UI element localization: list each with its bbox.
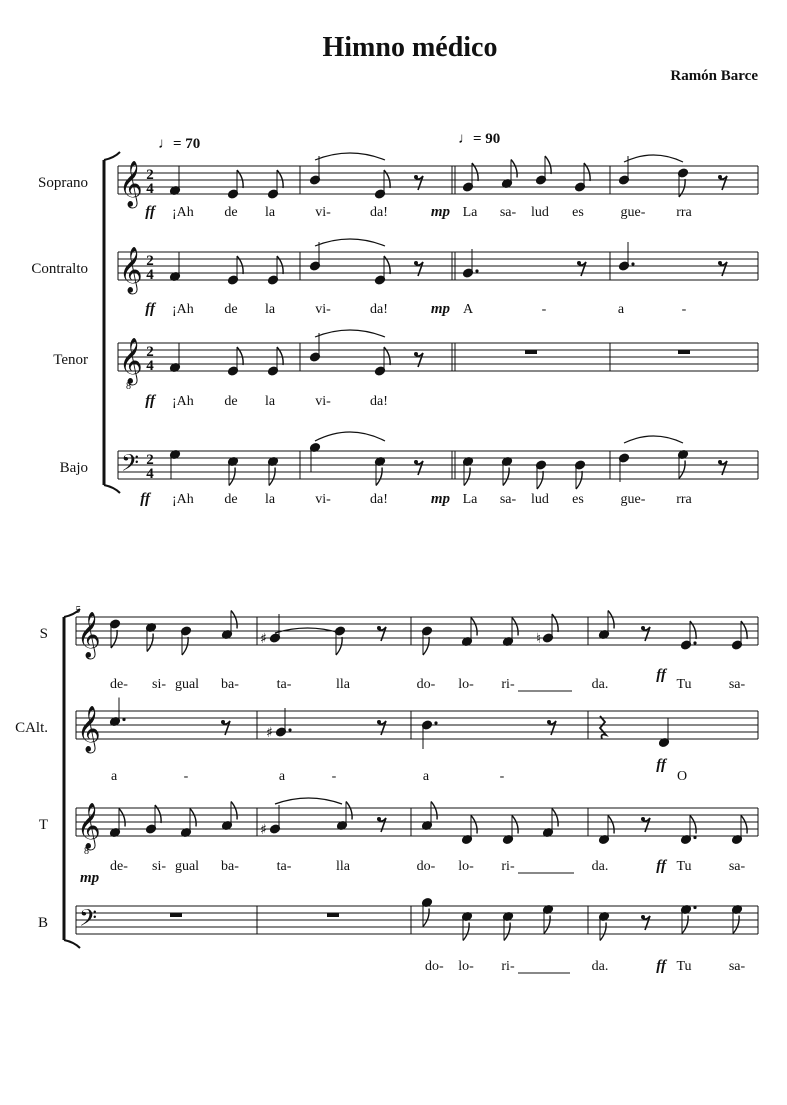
- part-name: Soprano: [38, 175, 88, 191]
- measure-number: 5: [75, 604, 81, 616]
- note: [731, 904, 742, 933]
- lyric-syllable: de-: [110, 677, 128, 692]
- lyric-syllable: lo-: [458, 677, 474, 692]
- lyric-syllable: do-: [425, 959, 444, 974]
- note: [145, 805, 161, 834]
- slur: [315, 432, 385, 441]
- eighth-rest-icon: [414, 175, 418, 179]
- note: [421, 897, 432, 926]
- note: [334, 626, 345, 655]
- lyric-syllable: si-: [152, 677, 166, 692]
- sharp-icon: ♯: [260, 631, 267, 647]
- staff-lines: [76, 617, 758, 645]
- augmentation-dot: [434, 721, 437, 724]
- lyric-syllable: sa-: [728, 677, 746, 692]
- note: [180, 809, 196, 838]
- lyric-syllable: si-: [152, 859, 166, 874]
- lyric-syllable: da.: [591, 959, 609, 974]
- note: [169, 167, 180, 196]
- flag: [504, 923, 510, 941]
- lyric-syllable: la: [264, 205, 276, 220]
- note: [598, 816, 614, 845]
- flag: [544, 916, 550, 934]
- flag: [119, 809, 125, 827]
- note: [227, 256, 243, 285]
- treble-clef-icon: 𝄞: [77, 803, 101, 849]
- eighth-rest-icon: [377, 817, 381, 821]
- lyric-syllable: do-: [416, 859, 436, 874]
- lyric-syllable: Tu: [676, 677, 692, 692]
- flag: [537, 471, 543, 489]
- eighth-rest-icon: [641, 626, 645, 630]
- note: [680, 904, 696, 933]
- lyric-syllable: lo-: [458, 859, 474, 874]
- flag: [512, 816, 518, 834]
- note: [598, 611, 614, 640]
- flag: [600, 923, 606, 941]
- sharp-icon: ♯: [260, 822, 267, 838]
- lyric-syllable: lla: [336, 677, 350, 692]
- lyric-syllable: lla: [336, 859, 350, 874]
- note: [267, 456, 278, 485]
- lyric-syllable: la: [264, 394, 276, 409]
- note: [680, 816, 696, 845]
- lyric-syllable: -: [183, 769, 189, 784]
- lyric-syllable: sa-: [499, 492, 517, 507]
- lyric-syllable: sa-: [728, 959, 746, 974]
- lyric-syllable: es: [572, 205, 584, 220]
- lyric-syllable: ¡Ah: [172, 394, 194, 409]
- part-name: Bajo: [59, 460, 88, 476]
- lyric-syllable: La: [462, 205, 478, 220]
- flag: [512, 618, 518, 636]
- note: [680, 621, 696, 650]
- lyric-syllable: rra: [676, 205, 692, 220]
- time-signature-bottom: 4: [146, 358, 154, 374]
- slur: [315, 153, 385, 160]
- note: [267, 170, 283, 199]
- tempo-mark: ♩= 70: [158, 136, 201, 152]
- part-name: CAlt.: [15, 720, 48, 736]
- lyric-syllable: de-: [110, 859, 128, 874]
- lyric-syllable: gual: [174, 677, 200, 692]
- flag: [682, 916, 688, 934]
- lyric-syllable: lud: [531, 492, 549, 507]
- dynamic-marking: mp: [430, 301, 450, 317]
- slur: [624, 155, 683, 162]
- lyric-syllable: O: [676, 769, 688, 784]
- eighth-rest-icon: [377, 626, 381, 630]
- flag: [336, 637, 342, 655]
- lyric-syllable: ri-: [501, 859, 515, 874]
- measure-rest-icon: [678, 350, 690, 354]
- lyric-syllable: A: [462, 302, 474, 317]
- lyric-syllable: ¡Ah: [172, 492, 194, 507]
- dynamic-marking: mp: [430, 204, 450, 220]
- sharp-icon: ♯: [266, 725, 273, 741]
- staff-lines: [118, 451, 758, 479]
- music-notation: [15, 131, 758, 974]
- flag: [608, 611, 614, 629]
- flag: [741, 816, 747, 834]
- flag: [190, 809, 196, 827]
- lyric-syllable: vi-: [315, 302, 331, 317]
- dynamic-marking: ff: [145, 393, 155, 409]
- measure-rest-icon: [170, 913, 182, 917]
- note: [309, 242, 320, 271]
- eighth-rest-icon: [377, 720, 381, 724]
- note: [169, 449, 180, 478]
- note: [502, 618, 518, 647]
- slur: [315, 330, 385, 337]
- lyric-syllable: de: [224, 205, 238, 220]
- staff-lines: [76, 906, 758, 934]
- bass-clef-icon: 𝄢: [121, 449, 140, 482]
- lyric-syllable: Tu: [676, 859, 692, 874]
- lyric-syllable: ri-: [501, 677, 515, 692]
- note: [502, 911, 513, 940]
- system-bracket: [104, 485, 120, 493]
- lyric-syllable: ¡Ah: [172, 302, 194, 317]
- lyric-syllable: La: [462, 492, 478, 507]
- note: [731, 621, 747, 650]
- flag: [376, 468, 382, 486]
- part-name: S: [39, 626, 48, 642]
- staff-lines: [76, 808, 758, 836]
- octave-marker: 8: [126, 381, 131, 392]
- note: [267, 256, 283, 285]
- note: [221, 802, 237, 831]
- lyric-syllable: do-: [416, 677, 436, 692]
- note: [502, 816, 518, 845]
- flag: [231, 611, 237, 629]
- eighth-rest-icon: [577, 261, 581, 265]
- dynamic-marking: mp: [430, 491, 450, 507]
- quarter-rest-icon: [600, 716, 606, 739]
- flag: [346, 802, 352, 820]
- note: [374, 456, 385, 485]
- eighth-rest-icon: [414, 261, 418, 265]
- flag: [423, 909, 429, 927]
- note: [542, 904, 553, 933]
- note: [461, 618, 477, 647]
- note: [618, 453, 629, 482]
- note: [309, 333, 320, 362]
- note: [421, 802, 437, 831]
- note: [462, 456, 473, 485]
- note: [109, 809, 125, 838]
- flag: [231, 802, 237, 820]
- note: [227, 456, 238, 485]
- time-signature-top: 2: [146, 167, 154, 183]
- flag: [431, 802, 437, 820]
- lyric-syllable: -: [499, 769, 505, 784]
- lyric-syllable: la: [264, 302, 276, 317]
- treble-clef-icon: 𝄞: [119, 161, 143, 207]
- lyric-syllable: sa-: [499, 205, 517, 220]
- note: [169, 344, 180, 373]
- lyric-syllable: vi-: [315, 394, 331, 409]
- lyric-syllable: gue-: [620, 492, 646, 507]
- lyric-syllable: a: [111, 769, 118, 784]
- flag: [679, 461, 685, 479]
- note: [309, 156, 320, 185]
- flag: [463, 923, 469, 941]
- lyric-syllable: a: [278, 769, 286, 784]
- eighth-rest-icon: [718, 460, 722, 464]
- note: [598, 911, 609, 940]
- note: [574, 163, 590, 192]
- system-bracket: [64, 940, 80, 948]
- dynamic-marking: ff: [145, 301, 155, 317]
- note: [109, 698, 125, 727]
- slur: [275, 798, 342, 804]
- note: [309, 442, 320, 471]
- octave-marker: 8: [84, 846, 89, 857]
- lyric-syllable: a: [422, 769, 430, 784]
- lyric-syllable: lud: [531, 205, 549, 220]
- lyric-syllable: de: [224, 302, 238, 317]
- note: [462, 249, 478, 278]
- slur: [315, 239, 385, 246]
- time-signature-bottom: 4: [146, 466, 154, 482]
- lyric-syllable: ta-: [276, 859, 292, 874]
- dynamic-marking: mp: [80, 870, 100, 886]
- augmentation-dot: [693, 641, 696, 644]
- lyric-syllable: de: [224, 492, 238, 507]
- flag: [423, 637, 429, 655]
- part-name: Contralto: [31, 261, 88, 277]
- lyric-syllable: es: [572, 492, 584, 507]
- note: [658, 719, 669, 748]
- measure-rest-icon: [327, 913, 339, 917]
- lyric-syllable: gual: [174, 859, 200, 874]
- flag: [464, 468, 470, 486]
- time-signature-top: 2: [146, 253, 154, 269]
- note: [374, 256, 390, 285]
- note: [574, 460, 585, 489]
- note: [535, 156, 551, 185]
- note: [677, 449, 688, 478]
- lyric-syllable: -: [541, 302, 547, 317]
- eighth-rest-icon: [221, 720, 225, 724]
- note: [227, 170, 243, 199]
- bass-clef-icon: 𝄢: [79, 904, 98, 937]
- lyric-syllable: a: [617, 302, 625, 317]
- time-signature-top: 2: [146, 344, 154, 360]
- slur: [624, 436, 683, 443]
- note: [336, 802, 352, 831]
- treble-clef-icon: 𝄞: [77, 706, 101, 752]
- flag: [229, 468, 235, 486]
- note: [501, 456, 512, 485]
- note: [374, 347, 390, 376]
- time-signature-top: 2: [146, 452, 154, 468]
- note: [145, 622, 156, 651]
- lyric-syllable: gue-: [620, 205, 646, 220]
- lyric-syllable: da!: [370, 205, 388, 220]
- flag: [471, 816, 477, 834]
- staff-lines: [118, 343, 758, 371]
- lyric-syllable: Tu: [676, 959, 692, 974]
- note: [535, 460, 546, 489]
- lyric-syllable: -: [681, 302, 687, 317]
- lyric-syllable: da!: [370, 302, 388, 317]
- time-signature-bottom: 4: [146, 267, 154, 283]
- note: [374, 170, 390, 199]
- note: [731, 816, 747, 845]
- flag: [552, 809, 558, 827]
- piece-title: Himno médico: [322, 32, 498, 63]
- augmentation-dot: [288, 728, 291, 731]
- note: [461, 911, 472, 940]
- eighth-rest-icon: [641, 915, 645, 919]
- lyric-syllable: ba-: [221, 859, 239, 874]
- note: [180, 626, 191, 655]
- staff-lines: [118, 252, 758, 280]
- natural-icon: ♮: [536, 631, 542, 647]
- lyric-syllable: la: [264, 492, 276, 507]
- dynamic-marking: ff: [145, 204, 155, 220]
- tempo-mark: ♩= 90: [458, 131, 501, 147]
- time-signature-bottom: 4: [146, 181, 154, 197]
- flag: [733, 916, 739, 934]
- note: [461, 816, 477, 845]
- composer-name: Ramón Barce: [670, 68, 758, 84]
- lyric-syllable: vi-: [315, 492, 331, 507]
- lyric-syllable: rra: [676, 492, 692, 507]
- treble-clef-icon: 𝄞: [119, 247, 143, 293]
- measure-rest-icon: [525, 350, 537, 354]
- flag: [269, 468, 275, 486]
- flag: [511, 160, 517, 178]
- lyric-syllable: ba-: [221, 677, 239, 692]
- augmentation-dot: [631, 262, 634, 265]
- note: [109, 619, 120, 648]
- note: [221, 611, 237, 640]
- eighth-rest-icon: [547, 720, 551, 724]
- dynamic-marking: ff: [656, 858, 666, 874]
- eighth-rest-icon: [414, 352, 418, 356]
- note: [542, 809, 558, 838]
- lyric-syllable: de: [224, 394, 238, 409]
- flag: [471, 618, 477, 636]
- part-name: B: [37, 915, 48, 931]
- note: [421, 626, 432, 655]
- lyric-syllable: da.: [591, 677, 609, 692]
- flag: [690, 816, 696, 834]
- lyric-syllable: da!: [370, 492, 388, 507]
- augmentation-dot: [475, 269, 478, 272]
- eighth-rest-icon: [718, 175, 722, 179]
- lyric-syllable: ta-: [276, 677, 292, 692]
- augmentation-dot: [693, 906, 696, 909]
- dynamic-marking: ff: [656, 757, 666, 773]
- lyric-syllable: -: [331, 769, 337, 784]
- flag: [608, 816, 614, 834]
- flag: [503, 468, 509, 486]
- eighth-rest-icon: [718, 261, 722, 265]
- part-name: T: [38, 817, 48, 833]
- eighth-rest-icon: [641, 817, 645, 821]
- lyric-syllable: ¡Ah: [172, 205, 194, 220]
- dynamic-marking: ff: [656, 667, 666, 683]
- eighth-rest-icon: [414, 460, 418, 464]
- staff-lines: [118, 166, 758, 194]
- dynamic-marking: ff: [656, 958, 666, 974]
- lyric-syllable: da.: [591, 859, 609, 874]
- lyric-syllable: vi-: [315, 205, 331, 220]
- flag: [545, 156, 551, 174]
- note: [421, 720, 437, 749]
- note: [618, 242, 634, 271]
- note: [267, 347, 283, 376]
- staff-lines: [76, 711, 758, 739]
- flag: [182, 637, 188, 655]
- flag: [147, 634, 153, 652]
- treble-clef-icon: 𝄞: [77, 612, 101, 658]
- dynamic-marking: ff: [140, 491, 150, 507]
- note: [227, 347, 243, 376]
- note: [462, 163, 478, 192]
- augmentation-dot: [122, 718, 125, 721]
- flag: [576, 471, 582, 489]
- treble-clef-icon: 𝄞: [119, 338, 143, 384]
- note: [501, 160, 517, 189]
- lyric-syllable: lo-: [458, 959, 474, 974]
- augmentation-dot: [693, 836, 696, 839]
- lyric-syllable: ri-: [501, 959, 515, 974]
- system-bracket: [104, 152, 120, 160]
- note: [677, 168, 688, 197]
- note: [169, 253, 180, 282]
- lyric-syllable: da!: [370, 394, 388, 409]
- lyric-syllable: sa-: [728, 859, 746, 874]
- part-name: Tenor: [53, 352, 88, 368]
